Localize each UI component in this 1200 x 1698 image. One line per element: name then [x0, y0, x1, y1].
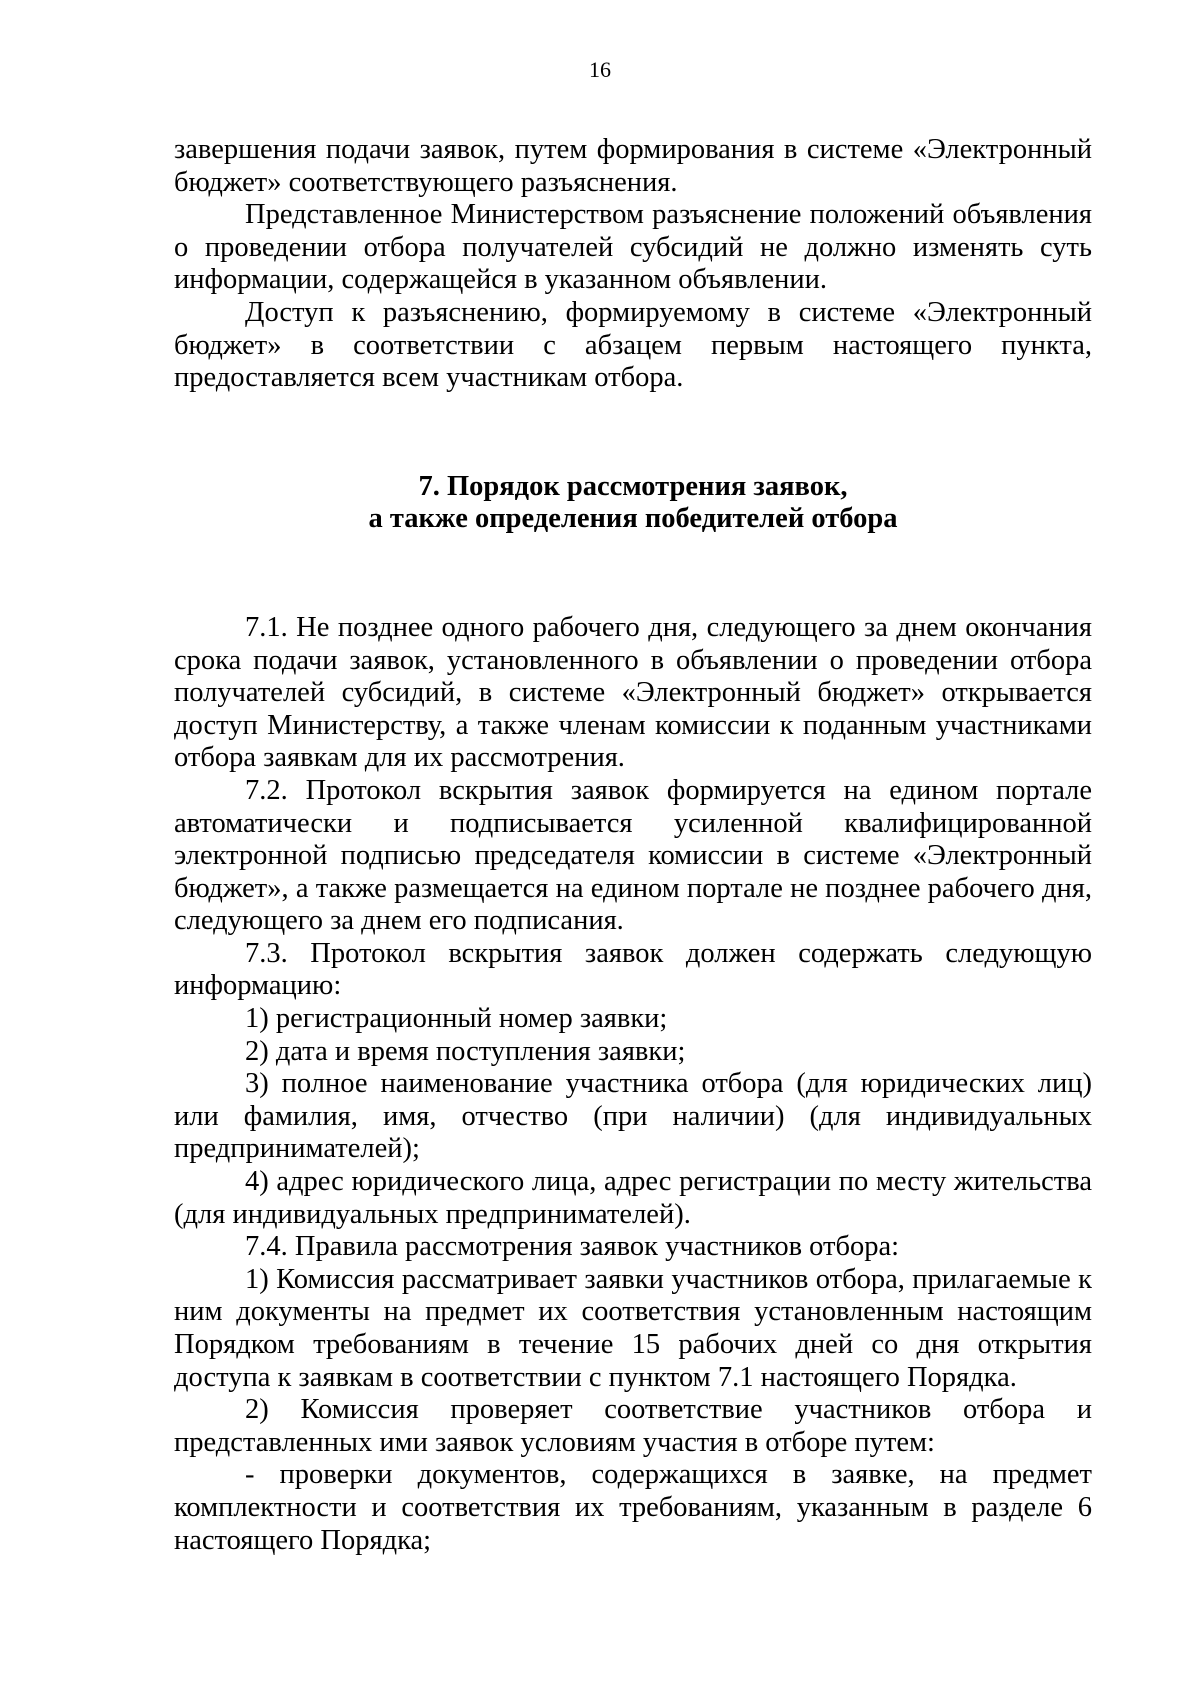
paragraph-7-4: 7.4. Правила рассмотрения заявок участников отбора: [245, 1231, 900, 1263]
list-item-4: 4) адрес юридического лица, адрес регистрации по месту жительства (для индивидуальных предпринимателей). [174, 1166, 1092, 1230]
list-item-3: 3) полное наименование участника отбора (для юридических лиц) или фамилия, имя, отчество (при наличии) (для индивидуальных предпринимателей); [174, 1068, 1092, 1165]
list-item-2: 2) дата и время поступления заявки; [245, 1035, 686, 1067]
section-heading-line-1: 7. Порядок рассмотрения заявок, [418, 470, 848, 502]
section-heading [174, 471, 1092, 536]
intro-paragraph-2: Представленное Министерством разъяснение положений объявления о проведении отбора получателей субсидий не должно изменять суть информации, содержащейся в указанном объявлении. [174, 199, 1092, 296]
paragraph-7-1: 7.1. Не позднее одного рабочего дня, следующего за днем окончания срока подачи заявок, установленного в объявлении о проведении отбора получателей субсидий, в системе «Электронный бюджет» открывается доступ Министерству, а также членам комиссии к поданным участниками отбора заявкам для их рассмотрения. [174, 611, 1092, 774]
rule-item-1: 1) Комиссия рассматривает заявки участников отбора, прилагаемые к ним документы на предмет их соответствия установленным настоящим Порядком требованиям в течение 15 рабочих дней со дня открытия доступа к заявкам в соответствии с пунктом 7.1 настоящего Порядка. [174, 1263, 1092, 1393]
list-item-1: 1) регистрационный номер заявки; [245, 1003, 668, 1035]
spacer [174, 536, 1092, 612]
page-content [174, 134, 1092, 1557]
rule-subitem-dash: - проверки документов, содержащихся в заявке, на предмет комплектности и соответствия их требованиям, указанным в разделе 6 настоящего Порядка; [174, 1459, 1092, 1556]
paragraph-7-3: 7.3. Протокол вскрытия заявок должен содержать следующую информацию: [174, 937, 1092, 1002]
spacer [174, 395, 1092, 471]
intro-paragraph-3: Доступ к разъяснению, формируемому в системе «Электронный бюджет» в соответствии с абзацем первым настоящего пункта, предоставляется всем участникам отбора. [174, 296, 1092, 394]
section-heading-line-2: а также определения победителей отбора [368, 503, 898, 535]
rule-item-2: 2) Комиссия проверяет соответствие участников отбора и представленных ими заявок условиям участия в отборе путем: [174, 1394, 1092, 1458]
paragraph-7-2: 7.2. Протокол вскрытия заявок формируется на едином портале автоматически и подписывается усиленной квалифицированной электронной подписью председателя комиссии в системе «Электронный бюджет», а также размещается на едином портале не позднее рабочего дня, следующего за днем его подписания. [174, 774, 1092, 937]
page-number: 16 [589, 57, 611, 82]
intro-paragraph-1: завершения подачи заявок, путем формирования в системе «Электронный бюджет» соответствующего разъяснения. [174, 134, 1092, 198]
